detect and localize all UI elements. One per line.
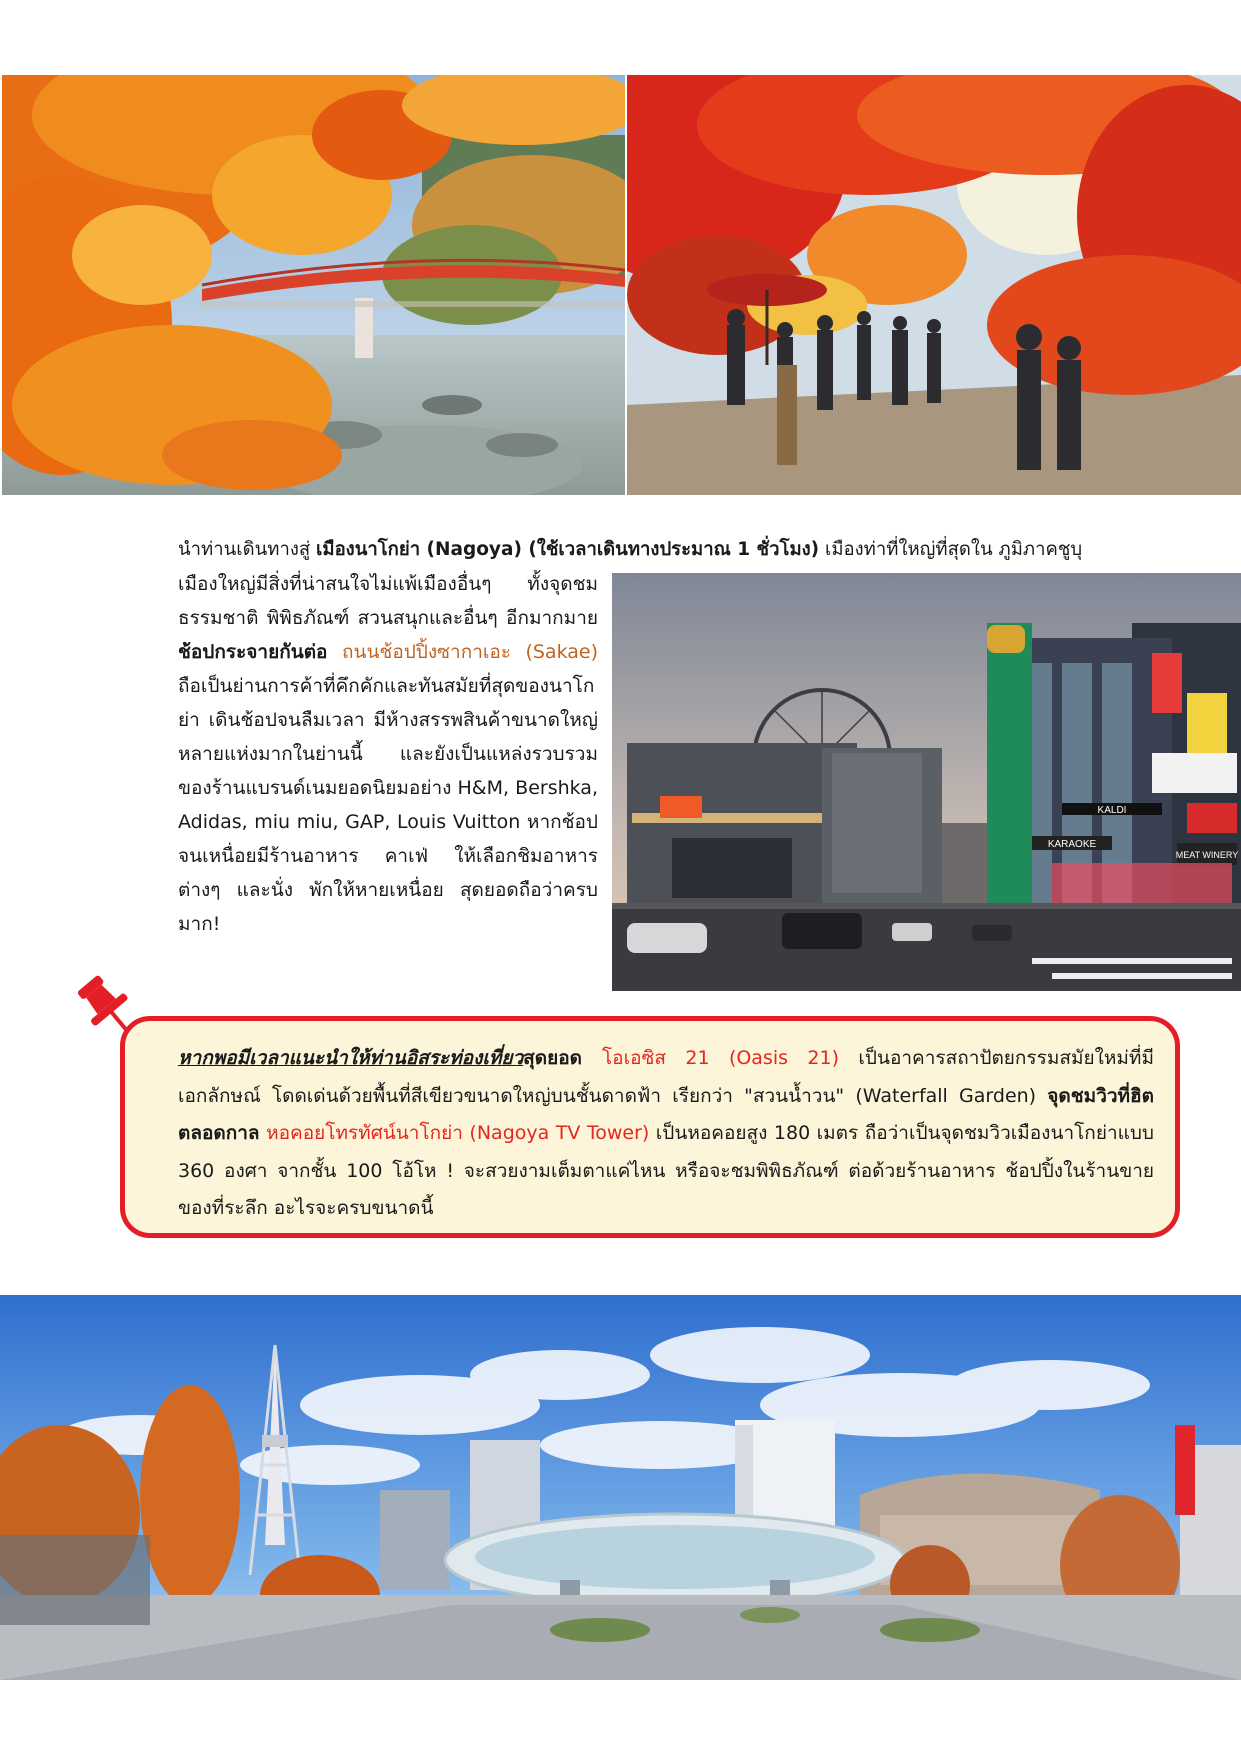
- sign-kaldi: KALDI: [1097, 805, 1127, 816]
- tv-tower-description: เป็นหอคอยสูง 180 เมตร ถือว่าเป็นจุดชมวิวเมืองนาโกย่าแบบ 360 องศา จากชั้น 100 โอ้โห ! จะสวยงามเต็มตาแค่ไหน หรือจะชมพิพิธภัณฑ์ ต่อด้วยร้านอาหาร ช้อปปิ้งในร้านขายของที่ระลึก อะไรจะครบขนาดนี้: [178, 1122, 1154, 1219]
- oasis21-name: โอเอซิส 21 (Oasis 21): [601, 1047, 840, 1069]
- sakae-text-a: เมืองใหญ่มีสิ่งที่น่าสนใจไม่แพ้เมืองอื่นๆ ทั้งจุดชมธรรมชาติ พิพิธภัณฑ์ สวนสนุกและอื่นๆ อีกมากมาย: [178, 573, 598, 629]
- oasis21-description: เป็นอาคารสถาปัตยกรรมสมัยใหม่ที่มีเอกลักษณ์ โดดเด่นด้วยพื้นที่สีเขียวขนาดใหญ่บนชั้นดาดฟ้า เรียกว่า "สวนน้ำวน" (Waterfall Garden): [178, 1047, 1154, 1107]
- oasis21-panorama-photo: [0, 1295, 1241, 1680]
- shopping-bold: ช้อปกระจายกันต่อ: [178, 641, 328, 663]
- intro-text-rest: เมืองท่าที่ใหญ่ที่สุดใน ภูมิภาคชูบุ: [819, 539, 1083, 560]
- tip-paragraph: [178, 1040, 1154, 1228]
- tip-lead: หากพอมีเวลาแนะนำให้ท่านอิสระท่องเที่ยว: [178, 1047, 524, 1069]
- spacer: [327, 641, 341, 663]
- sign-meat-winery: MEAT WINERY: [1175, 850, 1239, 860]
- sakae-paragraph: [178, 567, 598, 941]
- autumn-bridge-photo: [2, 75, 625, 495]
- tv-tower-name: หอคอยโทรทัศน์นาโกย่า (Nagoya TV Tower): [266, 1122, 650, 1144]
- tip-lead-tail: สุดยอด: [523, 1047, 602, 1069]
- sakae-text-b: ถือเป็นย่านการค้าที่คึกคักและทันสมัยที่สุดของนาโกย่า เดินช้อปจนลืมเวลา มีห้างสรรพสินค้าขนาดใหญ่หลายแห่งมากในย่านนี้ และยังเป็นแหล่งรวบรวมของร้านแบรนด์เนมยอดนิยมอย่าง H&M, Bershka, Adidas, miu miu, GAP, Louis Vuitton หากช้อปจนเหนื่อยมีร้านอาหาร คาเฟ่ ให้เลือกชิมอาหารต่างๆ และนั่ง พักให้หายเหนื่อย สุดยอดถือว่าครบมาก!: [178, 675, 598, 935]
- sakae-street-name: ถนนช้อปปิ้งซากาเอะ (Sakae): [341, 641, 598, 663]
- autumn-path-photo: [627, 75, 1241, 495]
- intro-text: นำท่านเดินทางสู่: [178, 539, 317, 560]
- sign-karaoke: KARAOKE: [1047, 839, 1097, 850]
- sakae-street-photo: [612, 573, 1241, 991]
- intro-first-line: [178, 533, 1238, 567]
- nagoya-heading: เมืองนาโกย่า (Nagoya) (ใช้เวลาเดินทางประมาณ 1 ชั่วโมง): [316, 539, 820, 560]
- viewpoint-bold: จุดชมวิวที่ฮิตตลอดกาล: [178, 1084, 1154, 1144]
